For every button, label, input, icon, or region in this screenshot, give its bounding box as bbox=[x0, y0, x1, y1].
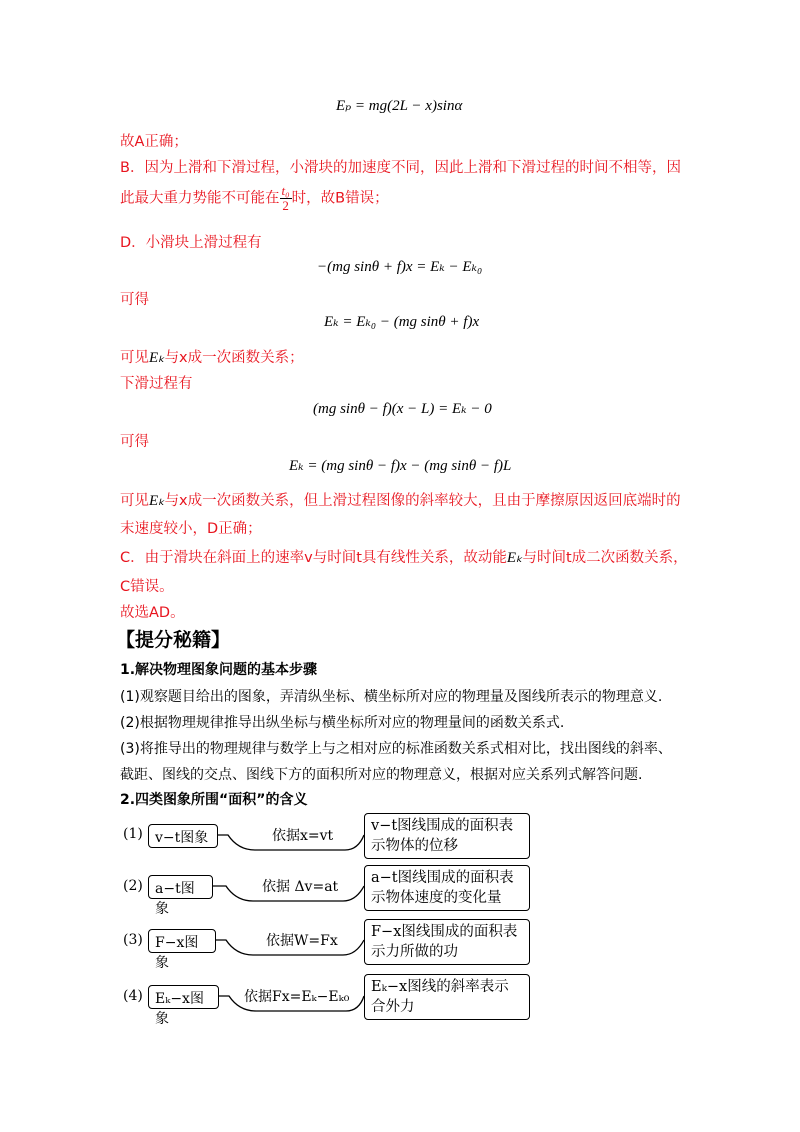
statement-c-line2: C错误。 bbox=[120, 579, 174, 595]
keyi-label-2: 可得 bbox=[120, 434, 149, 450]
diagram-row-2-result-line1: a−t图线围成的面积表 bbox=[371, 870, 514, 886]
statement-d-intro: D．小滑块上滑过程有 bbox=[120, 235, 262, 251]
fraction-numerator: t₀ bbox=[281, 183, 290, 198]
equation-ek-up: Eₖ = Eₖ₀ − (mg sinθ + f)x bbox=[324, 314, 480, 330]
equation-down-motion: (mg sinθ − f)(x − L) = Eₖ − 0 bbox=[313, 401, 492, 417]
step-3-line1: (3)将推导出的物理规律与数学上与之相对应的标准函数关系式相对比，找出图线的斜率、 bbox=[120, 741, 672, 757]
step-1: (1)观察题目给出的图象，弄清纵坐标、横坐标所对应的物理量及图线所表示的物理意义. bbox=[120, 689, 663, 705]
diagram-row-3-result-line1: F−x图线围成的面积表 bbox=[371, 924, 518, 940]
step-2: (2)根据物理规律推导出纵坐标与横坐标所对应的物理量间的函数关系式. bbox=[120, 715, 565, 731]
ek-symbol: Eₖ bbox=[149, 350, 165, 366]
statement-linear-2-line2: 末速度较小，D正确； bbox=[120, 521, 262, 537]
diagram-row-2-basis: 依据 Δv=at bbox=[262, 879, 339, 895]
diagram-row-2-result bbox=[364, 865, 530, 911]
diagram-row-4-number: (4) bbox=[123, 988, 143, 1004]
diagram-row-4-result-line1: Eₖ−x图线的斜率表示 bbox=[371, 979, 509, 995]
diagram-row-4-basis: 依据Fx=Eₖ−Eₖ₀ bbox=[244, 989, 350, 1005]
diagram-row-1-result-line1: v−t图线围成的面积表 bbox=[371, 818, 514, 834]
tips-title: 【提分秘籍】 bbox=[116, 629, 231, 651]
diagram-row-3-graph: F−x图象 bbox=[148, 929, 216, 953]
statement-down-intro: 下滑过程有 bbox=[120, 376, 193, 392]
c-line1-post: 与时间t成二次函数关系， bbox=[522, 550, 688, 566]
ek-symbol: Eₖ bbox=[506, 550, 523, 566]
equation-up-motion: −(mg sinθ + f)x = Eₖ − Eₖ₀ bbox=[317, 259, 483, 275]
statement-b-line1: B．因为上滑和下滑过程，小滑块的加速度不同，因此上滑和下滑过程的时间不相等，因 bbox=[120, 160, 681, 176]
diagram-row-2-number: (2) bbox=[123, 878, 143, 894]
c-line1-pre: C．由于滑块在斜面上的速率v与时间t具有线性关系，故动能 bbox=[120, 550, 507, 566]
b-line2-pre: 此最大重力势能不可能在 bbox=[120, 190, 280, 207]
diagram-row-2-graph: a−t图象 bbox=[148, 875, 213, 899]
diagram-row-3-number: (3) bbox=[123, 932, 143, 948]
diagram-row-1-graph: v−t图象 bbox=[148, 824, 218, 848]
equation-ep: Eₚ = mg(2L − x)sinα bbox=[336, 98, 463, 114]
diagram-row-3-result-line2: 示力所做的功 bbox=[371, 944, 458, 960]
step-3-line2: 截距、图线的交点、图线下方的面积所对应的物理意义，根据对应关系列式解答问题. bbox=[120, 767, 643, 783]
diagram-row-4-result-line2: 合外力 bbox=[371, 999, 415, 1015]
diagram-row-3-basis: 依据W=Fx bbox=[266, 933, 338, 949]
section1-title: 1.解决物理图象问题的基本步骤 bbox=[120, 662, 318, 678]
linear1-mid: 与x成一次函数关系； bbox=[164, 350, 304, 366]
diagram-row-1-result bbox=[364, 813, 530, 859]
diagram-row-1-number: (1) bbox=[123, 826, 143, 842]
linear2-mid: 与x成一次函数关系，但上滑过程图像的斜率较大，且由于摩擦原因返回底端时的 bbox=[164, 493, 681, 509]
keyi-label-1: 可得 bbox=[120, 292, 149, 308]
diagram-row-1-basis: 依据x=vt bbox=[272, 828, 334, 844]
linear1-pre: 可见 bbox=[120, 350, 149, 366]
diagram-row-1-result-line2: 示物体的位移 bbox=[371, 838, 458, 854]
diagram-row-4-graph: Eₖ−x图象 bbox=[148, 985, 219, 1009]
statement-a-correct: 故A正确； bbox=[120, 134, 188, 150]
b-line2-post: 时，故B错误； bbox=[291, 190, 389, 207]
linear2-pre: 可见 bbox=[120, 493, 149, 509]
final-answer: 故选AD。 bbox=[120, 605, 185, 621]
diagram-row-3-result bbox=[364, 919, 530, 965]
section2-title: 2.四类图象所围“面积”的含义 bbox=[120, 792, 308, 808]
equation-ek-down: Eₖ = (mg sinθ − f)x − (mg sinθ − f)L bbox=[289, 458, 512, 474]
diagram-row-2-result-line2: 示物体速度的变化量 bbox=[371, 890, 502, 906]
diagram-row-4-result bbox=[364, 974, 530, 1020]
ek-symbol: Eₖ bbox=[149, 493, 165, 509]
fraction-denominator: 2 bbox=[282, 198, 289, 213]
